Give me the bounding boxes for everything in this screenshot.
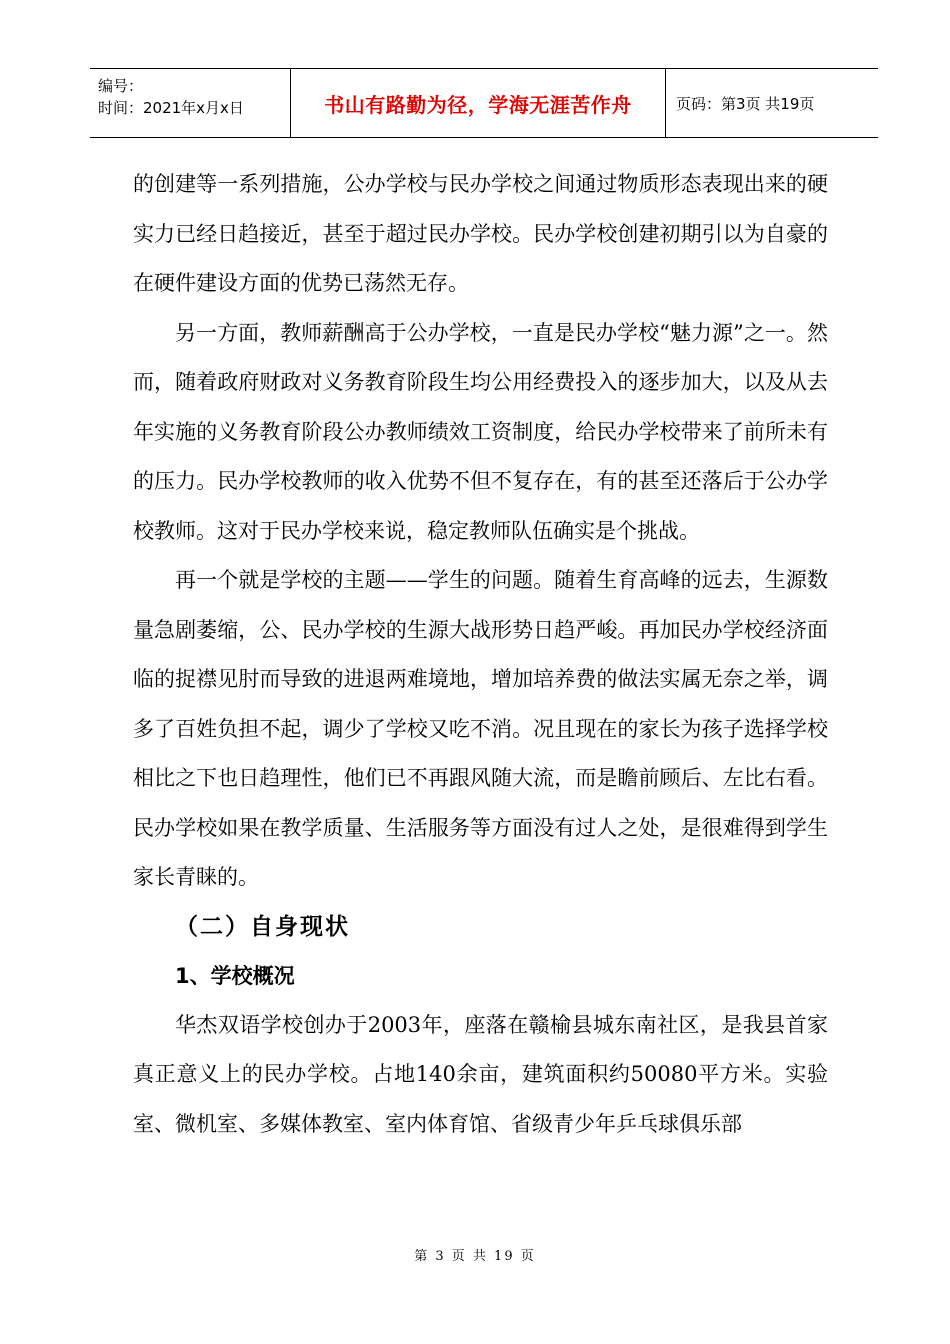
document-body — [133, 160, 828, 1149]
subsection-heading: 1、学校概况 — [175, 963, 295, 988]
header-motto: 书山有路勤为径，学海无涯苦作舟 — [290, 69, 666, 137]
paragraph-2: 另一方面，教师薪酬高于公办学校，一直是民办学校“魅力源”之一。然而，随着政府财政对义务教育阶段生均公用经费投入的逐步加大，以及从去年实施的义务教育阶段公办教师绩效工资制度，给民办学校带来了前所未有的压力。民办学校教师的收入优势不但不复存在，有的甚至还落后于公办学校教师。这对于民办学校来说，稳定教师队伍确实是个挑战。 — [133, 320, 828, 543]
header-meta — [90, 69, 290, 137]
header-page-info: 页码：第3页 共19页 — [676, 94, 815, 113]
section-heading: （二）自身现状 — [175, 913, 350, 940]
paragraph-1: 的创建等一系列措施，公办学校与民办学校之间通过物质形态表现出来的硬实力已经日趋接近，甚至于超过民办学校。民办学校创建初期引以为自豪的在硬件建设方面的优势已荡然无存。 — [133, 172, 828, 295]
date-label: 时间：2021年x月x日 — [98, 99, 244, 117]
page-header — [90, 68, 878, 138]
paragraph-4: 华杰双语学校创办于2003年，座落在赣榆县城东南社区，是我县首家真正意义上的民办学校。占地140余亩，建筑面积约50080平方米。实验室、微机室、多媒体教室、室内体育馆、省级青少年乒乓球俱乐部 — [133, 1012, 828, 1136]
page-footer: 第 3 页 共 19 页 — [414, 1249, 536, 1264]
paragraph-3: 再一个就是学校的主题——学生的问题。随着生育高峰的远去，生源数量急剧萎缩，公、民办学校的生源大战形势日趋严峻。再加民办学校经济面临的捉襟见肘而导致的进退两难境地，增加培养费的做法实属无奈之举，调多了百姓负担不起，调少了学校又吃不消。况且现在的家长为孩子选择学校相比之下也日趋理性，他们已不再跟风随大流，而是瞻前顾后、左比右看。民办学校如果在教学质量、生活服务等方面没有过人之处，是很难得到学生家长青睐的。 — [133, 568, 828, 889]
serial-label: 编号： — [98, 77, 144, 95]
